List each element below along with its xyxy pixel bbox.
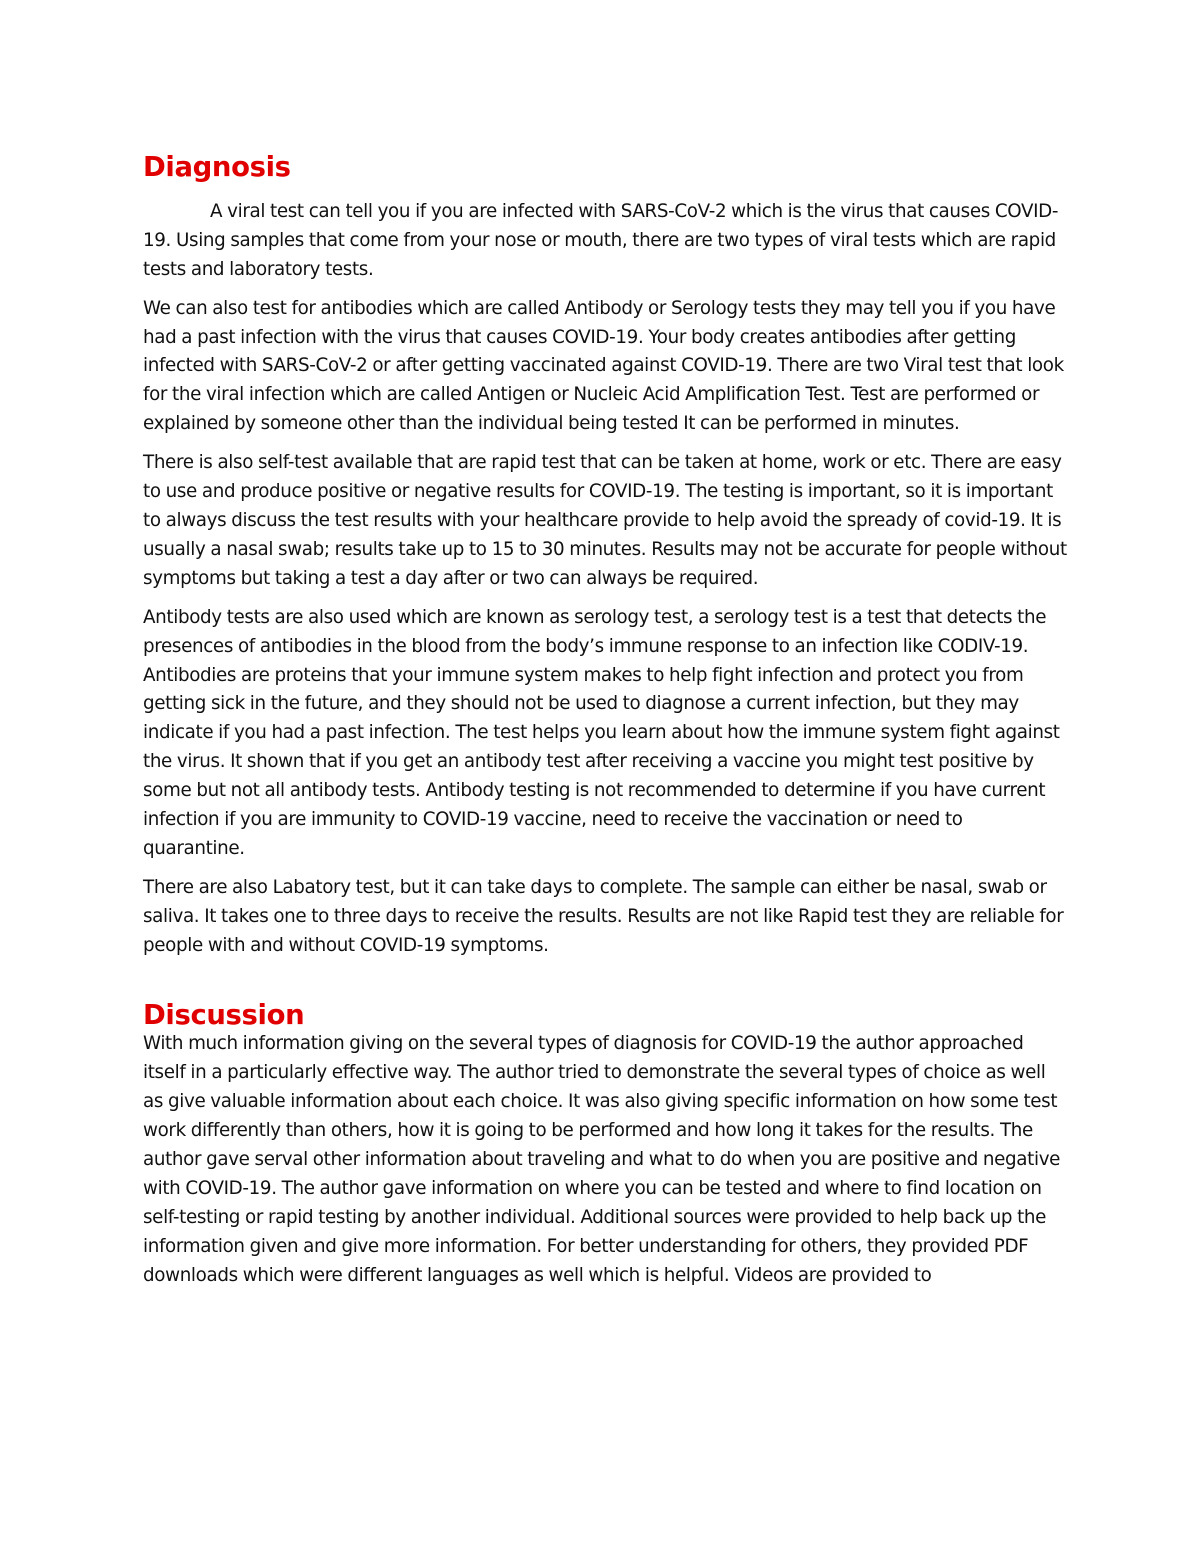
section-heading-diagnosis: Diagnosis bbox=[143, 152, 291, 183]
document-body bbox=[143, 154, 1068, 1301]
section-discussion bbox=[143, 999, 1068, 1291]
paragraph: There is also self-test available that are rapid test that can be taken at home, work or etc. There are easy to use and produce positive or negative results for COVID-19. The testing is important, so it is important to always discuss the test results with your healthcare provide to help avoid the spready of covid-19. It is usually a nasal swab; results take up to 15 to 30 minutes. Results may not be accurate for people without symptoms but taking a test a day after or two can always be required. bbox=[143, 452, 1067, 589]
section-diagnosis bbox=[143, 154, 1068, 961]
paragraph: There are also Labatory test, but it can take days to complete. The sample can either be nasal, swab or saliva. It takes one to three days to receive the results. Results are not like Rapid test they are reliable for people with and without COVID-19 symptoms. bbox=[143, 876, 1064, 956]
paragraph: We can also test for antibodies which are called Antibody or Serology tests they may tell you if you have had a past infection with the virus that causes COVID-19. Your body creates antibodies after getting infected with SARS-CoV-2 or after getting vaccinated against COVID-19. There are two Viral test that look for the viral infection which are called Antigen or Nucleic Acid Amplification Test. Test are performed or explained by someone other than the individual being tested It can be performed in minutes. bbox=[143, 297, 1064, 435]
section-heading-discussion: Discussion bbox=[143, 999, 305, 1031]
paragraph: A viral test can tell you if you are infected with SARS-CoV-2 which is the virus that causes COVID-19. Using samples that come from your nose or mouth, there are two types of viral tests which are rapid tests and laboratory tests. bbox=[143, 200, 1059, 280]
paragraph: Antibody tests are also used which are known as serology test, a serology test is a test that detects the presences of antibodies in the blood from the body’s immune response to an infection like CODIV-19. Antibodies are proteins that your immune system makes to help fight infection and protect you from getting sick in the future, and they should not be used to diagnose a current infection, but they may indicate if you had a past infection. The test helps you learn about how the immune system fight against the virus. It shown that if you get an antibody test after receiving a vaccine you might test positive by some but not all antibody tests. Antibody testing is not recommended to determine if you have current infection if you are immunity to COVID-19 vaccine, need to receive the vaccination or need to quarantine. bbox=[143, 606, 1060, 859]
paragraph: With much information giving on the several types of diagnosis for COVID-19 the author approached itself in a particularly effective way. The author tried to demonstrate the several types of choice as well as give valuable information about each choice. It was also giving specific information on how some test work differently than others, how it is going to be performed and how long it takes for the results. The author gave serval other information about traveling and what to do when you are positive and negative with COVID-19. The author gave information on where you can be tested and where to find location on self-testing or rapid testing by another individual. Additional sources were provided to help back up the information given and give more information. For better understanding for others, they provided PDF downloads which were different languages as well which is helpful. Videos are provided to bbox=[143, 1033, 1061, 1286]
